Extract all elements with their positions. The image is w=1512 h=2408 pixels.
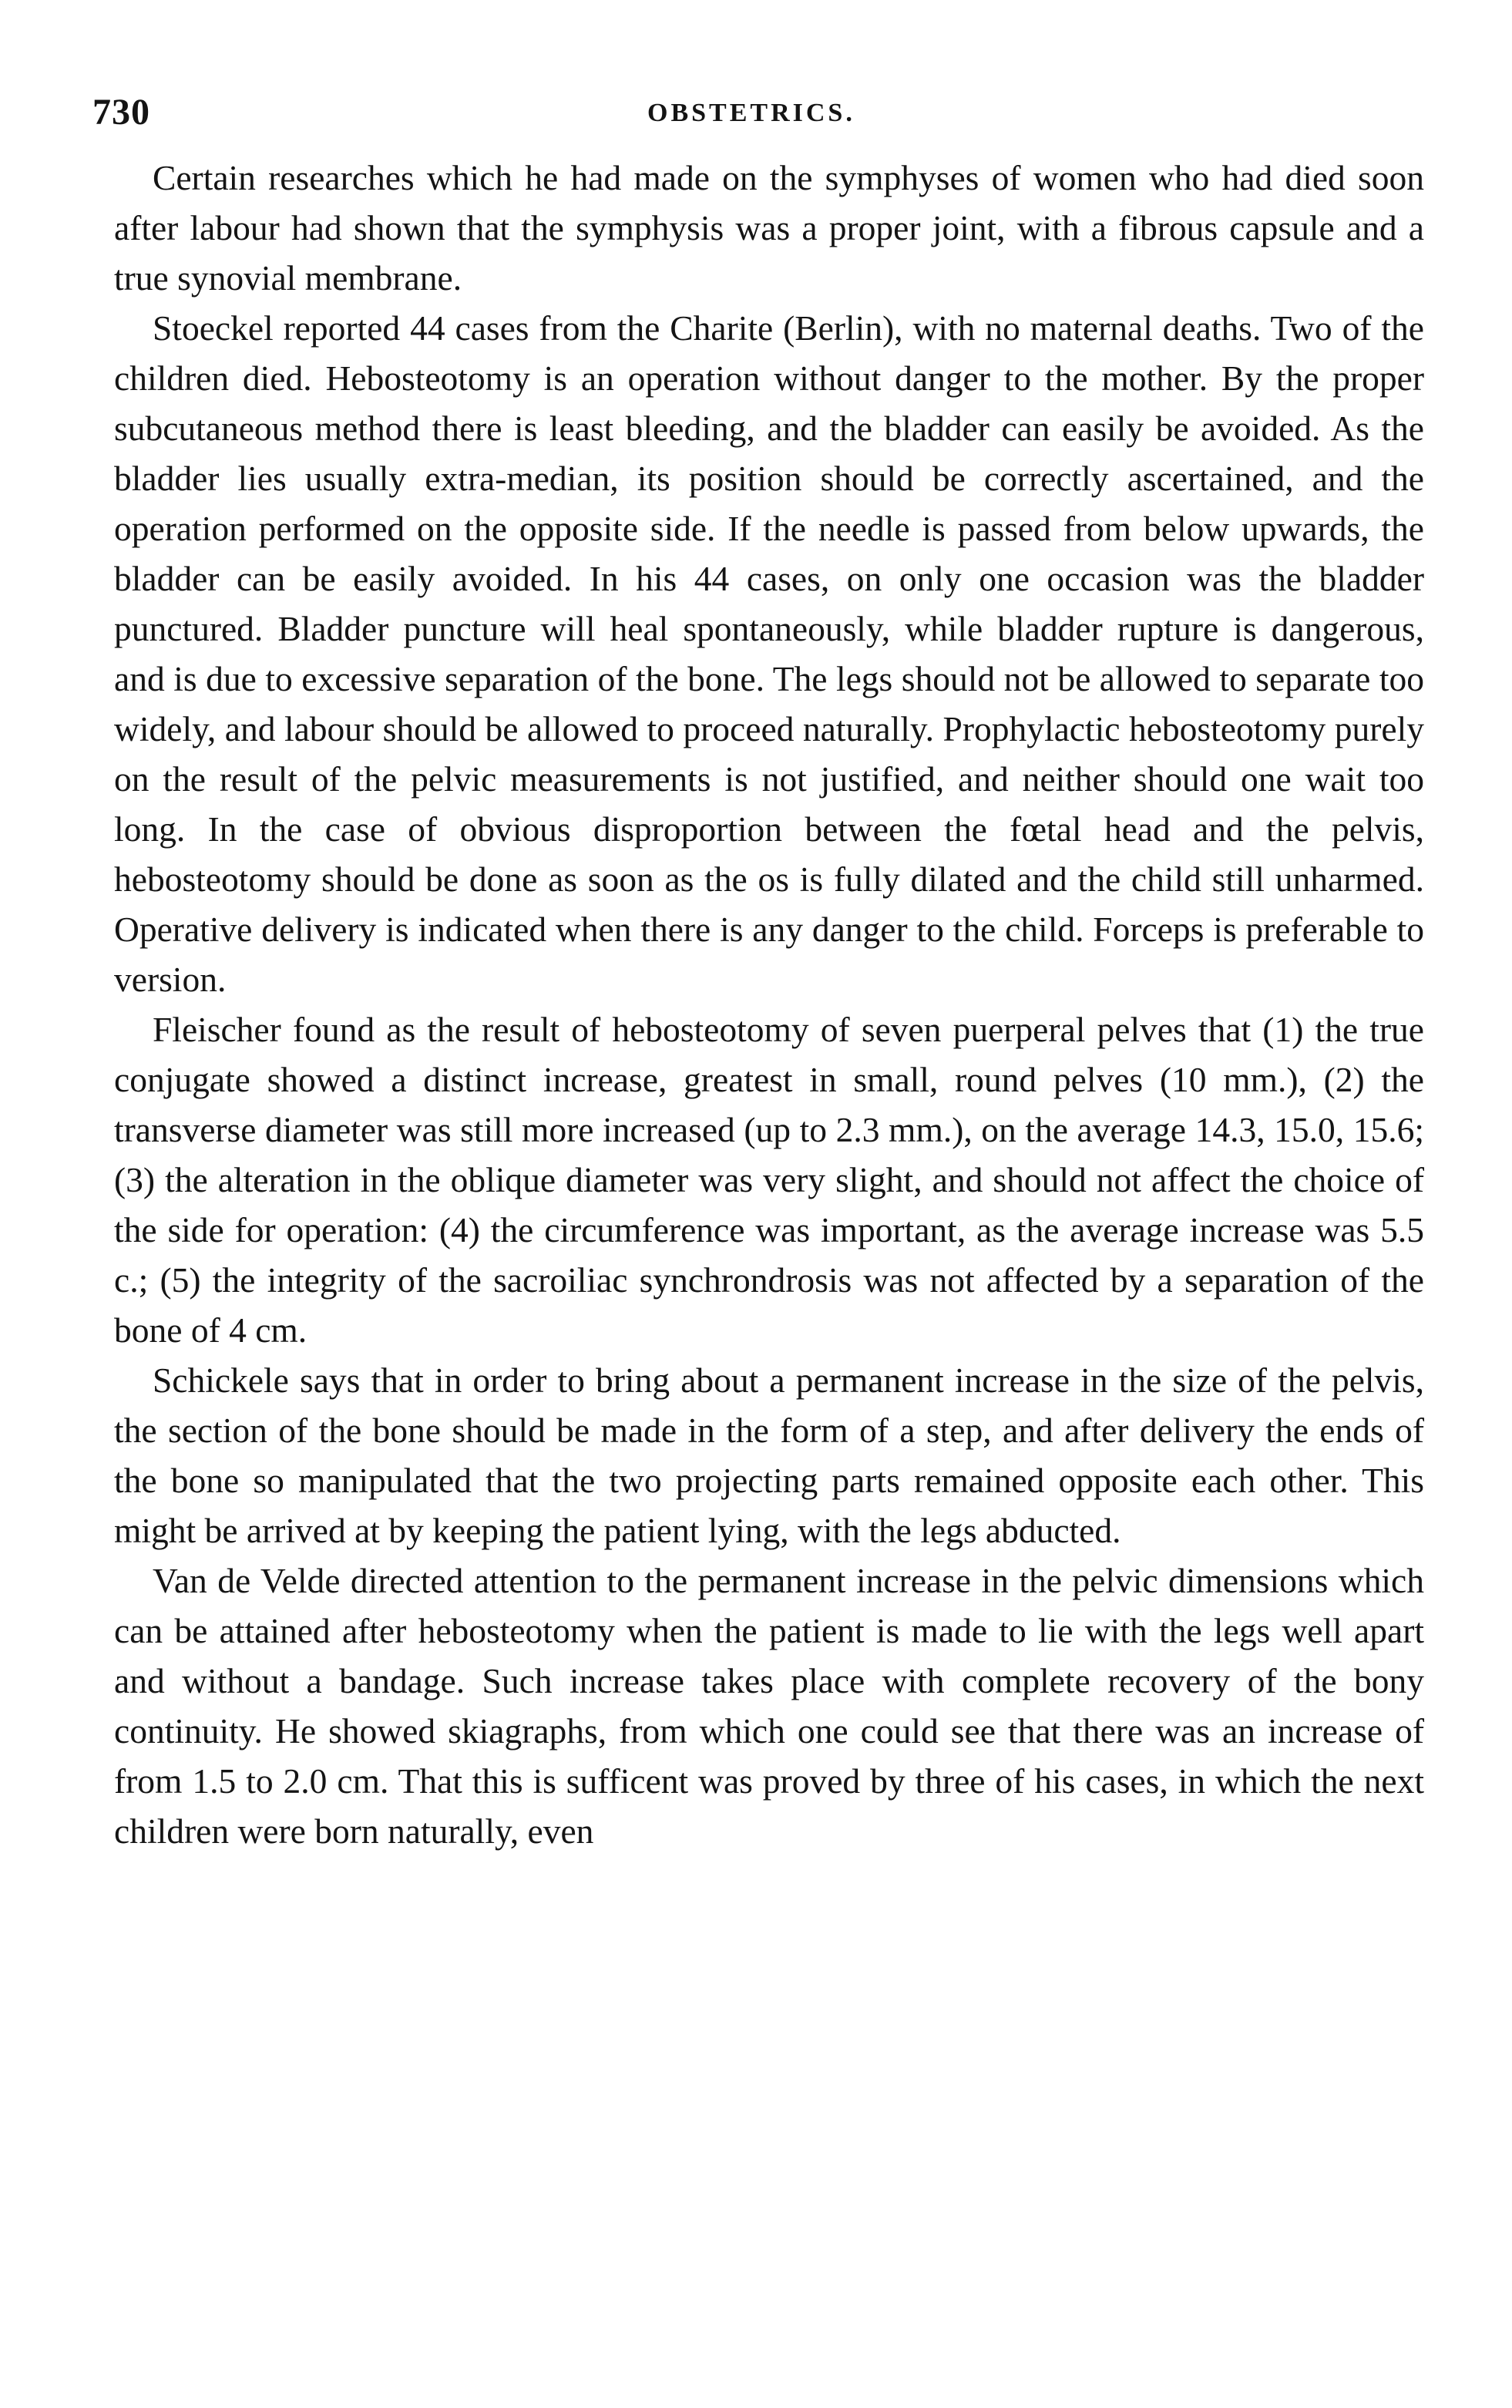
page-number: 730: [92, 92, 150, 133]
paragraph-fleischer: Fleischer found as the result of hebosteotomy of seven puerperal pelves that (1) the true conjugate showed a distinct increase, greatest in small, round pelves (10 mm.), (2) the transverse diameter was still more increased (up to 2.3 mm.), on the average 14.3, 15.0, 15.6; (3) the alteration in the oblique diameter was very slight, and should not affect the choice of the side for operation: (4) the circumference was important, as the average increase was 5.5 c.; (5) the integrity of the sacroiliac synchrondrosis was not affected by a separation of the bone of 4 cm.: [114, 1010, 1424, 1350]
body-text: [114, 153, 1424, 1856]
paragraph-symphysis-research: Certain researches which he had made on the symphyses of women who had died soon after labour had shown that the symphysis was a proper joint, with a fibrous capsule and a true synovial membrane.: [114, 158, 1424, 298]
running-head: [92, 91, 1435, 137]
running-title: OBSTETRICS.: [647, 99, 855, 127]
paragraph-schickele: Schickele says that in order to bring about a permanent increase in the size of the pelvis, the section of the bone should be made in the form of a step, and after delivery the ends of the bone so manipulated that the two projecting parts remained opposite each other. This might be arrived at by keeping the patient lying, with the legs abducted.: [114, 1360, 1424, 1550]
paragraph-van-de-velde: Van de Velde directed attention to the permanent increase in the pelvic dimensions which can be attained after hebosteotomy when the patient is made to lie with the legs well apart and without a bandage. Such increase takes place with complete recovery of the bony continuity. He showed skiagraphs, from which one could see that there was an increase of from 1.5 to 2.0 cm. That this is sufficent was proved by three of his cases, in which the next children were born naturally, even: [114, 1561, 1424, 1851]
paragraph-stoeckel: Stoeckel reported 44 cases from the Charite (Berlin), with no maternal deaths. Two of the children died. Hebosteotomy is an operation without danger to the mother. By the proper subcutaneous method there is least bleeding, and the bladder can easily be avoided. As the bladder lies usually extra-median, its position should be correctly ascertained, and the operation performed on the opposite side. If the needle is passed from below upwards, the bladder can be easily avoided. In his 44 cases, on only one occasion was the bladder punctured. Bladder puncture will heal spontaneously, while bladder rupture is dangerous, and is due to excessive separation of the bone. The legs should not be allowed to separate too widely, and labour should be allowed to proceed naturally. Prophylactic hebosteotomy purely on the result of the pelvic measurements is not justified, and neither should one wait too long. In the case of obvious disproportion between the fœtal head and the pelvis, hebosteotomy should be done as soon as the os is fully dilated and the child still unharmed. Operative delivery is indicated when there is any danger to the child. Forceps is preferable to version.: [114, 308, 1424, 999]
